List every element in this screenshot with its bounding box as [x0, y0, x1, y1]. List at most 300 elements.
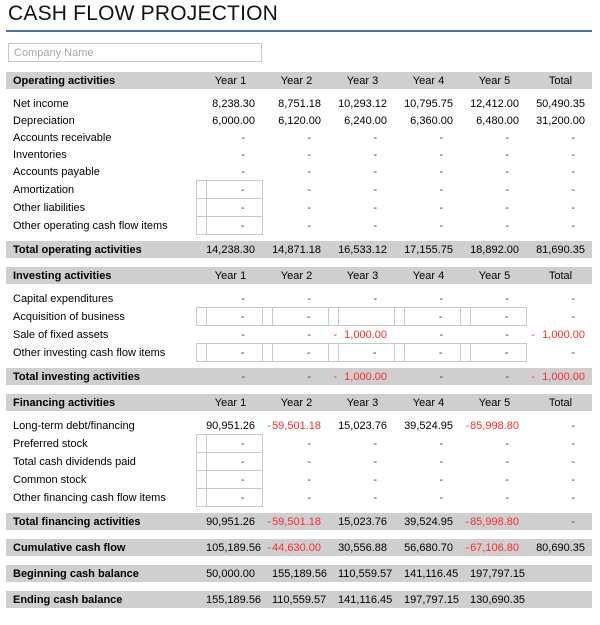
row-investing-3-sign-5[interactable] [526, 344, 536, 362]
row-operating-0-value-4: 12,412.00 [470, 95, 526, 112]
column-header-year-4: Year 4 [404, 267, 460, 284]
row-operating-5-sign-1[interactable] [262, 181, 272, 199]
row-financing-1-sign-3[interactable] [394, 435, 404, 453]
row-financing-0-value-1: 59,501.18 [272, 417, 328, 435]
row-financing-0-value-0: 90,951.26 [206, 417, 262, 435]
row-investing-1-sign-3[interactable] [394, 308, 404, 326]
row-operating-3-sign-2 [328, 146, 338, 163]
total-financing-sign-1: - [262, 513, 272, 530]
row-investing-2-sign-2: - [328, 326, 338, 344]
total-operating-value-0: 14,238.30 [206, 241, 262, 258]
row-financing-3-sign-1[interactable] [262, 471, 272, 489]
row-financing-4-value-1[interactable]: - [272, 489, 328, 507]
row-operating-1-value-4: 6,480.00 [470, 112, 526, 129]
row-financing-3-value-0[interactable]: - [206, 471, 262, 489]
section-header-operating-label: Operating activities [6, 72, 196, 89]
row-financing-0-value-3: 39,524.95 [404, 417, 460, 435]
row-financing-4-label: Other financing cash flow items [6, 489, 196, 507]
section-header-financing-colhead-sign-0 [196, 394, 206, 411]
row-operating-1-sign-4 [460, 112, 470, 129]
row-operating-2-sign-5 [526, 129, 536, 146]
row-investing-0 [6, 290, 592, 308]
row-operating-5-value-1[interactable]: - [272, 181, 328, 199]
total-financing-value-2: 15,023.76 [338, 513, 394, 530]
section-header-investing-colhead-sign-4 [460, 267, 470, 284]
summary-beginning-value-1: 155,189.56 [272, 565, 328, 582]
total-investing-sign-5: - [526, 368, 536, 385]
row-operating-4-value-0: - [206, 163, 262, 181]
column-header-year-1: Year 1 [206, 72, 262, 89]
row-operating-1-value-2: 6,240.00 [338, 112, 394, 129]
row-financing-2-value-2[interactable]: - [338, 453, 394, 471]
row-investing-2-value-4: - [470, 326, 526, 344]
section-header-investing-colhead-sign-5 [526, 267, 536, 284]
total-operating-value-4: 18,892.00 [470, 241, 526, 258]
row-financing-3-sign-3[interactable] [394, 471, 404, 489]
row-operating-6-label: Other liabilities [6, 199, 196, 217]
row-financing-0-sign-5 [526, 417, 536, 435]
row-investing-1-value-3[interactable]: - [404, 308, 460, 326]
row-financing-1-sign-1[interactable] [262, 435, 272, 453]
row-operating-3-sign-3 [394, 146, 404, 163]
row-investing-2-label: Sale of fixed assets [6, 326, 196, 344]
section-spacer [6, 258, 592, 267]
row-investing-0-value-4: - [470, 290, 526, 308]
row-operating-6-sign-5[interactable] [526, 199, 536, 217]
row-investing-2-value-5: 1,000.00 [536, 326, 592, 344]
summary-cumulative-sign-0 [196, 539, 206, 556]
total-financing-value-3: 39,524.95 [404, 513, 460, 530]
row-investing-1-sign-1[interactable] [262, 308, 272, 326]
summary-cumulative-value-3: 56,680.70 [404, 539, 460, 556]
summary-beginning-sign-1 [262, 565, 272, 582]
section-header-financing-colhead-sign-3 [394, 394, 404, 411]
row-operating-7-value-4[interactable]: - [470, 217, 526, 235]
section-header-investing-colhead-sign-3 [394, 267, 404, 284]
summary-ending-value-3: 197,797.15 [404, 591, 460, 608]
row-financing-4-value-3[interactable]: - [404, 489, 460, 507]
row-operating-4-sign-4 [460, 163, 470, 181]
summary-ending-sign-4 [460, 591, 470, 608]
row-investing-1-value-5[interactable]: - [536, 308, 592, 326]
section-header-financing [6, 394, 592, 411]
row-operating-6-sign-1[interactable] [262, 199, 272, 217]
row-operating-5-value-0[interactable]: - [206, 181, 262, 199]
total-financing-value-1: 59,501.18 [272, 513, 328, 530]
row-operating-5-value-3[interactable]: - [404, 181, 460, 199]
row-investing-3-value-2[interactable]: - [338, 344, 394, 362]
total-financing-sign-3 [394, 513, 404, 530]
row-financing-0-sign-1: - [262, 417, 272, 435]
total-operating-value-2: 16,533.12 [338, 241, 394, 258]
row-investing-0-value-2: - [338, 290, 394, 308]
row-operating-3-sign-1 [262, 146, 272, 163]
row-financing-0-sign-0 [196, 417, 206, 435]
summary-beginning-value-0: 50,000.00 [206, 565, 262, 582]
row-financing-3-sign-0[interactable] [196, 471, 206, 489]
row-investing-0-sign-4 [460, 290, 470, 308]
row-financing-0-value-2: 15,023.76 [338, 417, 394, 435]
total-investing-value-5: 1,000.00 [536, 368, 592, 385]
row-financing-4 [6, 489, 592, 507]
row-financing-2-sign-0[interactable] [196, 453, 206, 471]
row-operating-0-value-1: 8,751.18 [272, 95, 328, 112]
row-financing-1-value-2[interactable]: - [338, 435, 394, 453]
summary-cumulative-value-1: 44,630.00 [272, 539, 328, 556]
row-investing-0-label: Capital expenditures [6, 290, 196, 308]
row-operating-7 [6, 217, 592, 235]
summary-ending-sign-0 [196, 591, 206, 608]
row-investing-3-sign-4[interactable] [460, 344, 470, 362]
page-title: CASH FLOW PROJECTION [8, 2, 279, 25]
section-header-investing-colhead-sign-1 [262, 267, 272, 284]
row-financing-1-value-5[interactable]: - [536, 435, 592, 453]
row-operating-0-label: Net income [6, 95, 196, 112]
total-operating [6, 241, 592, 258]
column-header-year-1: Year 1 [206, 267, 262, 284]
total-financing-value-0: 90,951.26 [206, 513, 262, 530]
row-financing-2-sign-3[interactable] [394, 453, 404, 471]
row-investing-1-sign-5[interactable] [526, 308, 536, 326]
total-operating-sign-5 [526, 241, 536, 258]
row-operating-2-value-0: - [206, 129, 262, 146]
row-operating-5-sign-0[interactable] [196, 181, 206, 199]
row-operating-3-sign-5 [526, 146, 536, 163]
row-financing-2-sign-4[interactable] [460, 453, 470, 471]
row-investing-2-value-3: - [404, 326, 460, 344]
row-financing-4-sign-0[interactable] [196, 489, 206, 507]
section-header-operating [6, 72, 592, 89]
row-investing-0-value-3: - [404, 290, 460, 308]
total-financing-sign-4: - [460, 513, 470, 530]
row-investing-3-sign-0[interactable] [196, 344, 206, 362]
row-financing-2-value-1[interactable]: - [272, 453, 328, 471]
row-operating-4 [6, 163, 592, 181]
row-operating-5-value-5[interactable]: - [536, 181, 592, 199]
summary-ending-value-4: 130,690.35 [470, 591, 526, 608]
row-operating-1 [6, 112, 592, 129]
row-operating-4-sign-2 [328, 163, 338, 181]
row-operating-6 [6, 199, 592, 217]
row-investing-3-value-4[interactable]: - [470, 344, 526, 362]
row-financing-1 [6, 435, 592, 453]
section-header-operating-colhead-sign-0 [196, 72, 206, 89]
row-operating-7-sign-2[interactable] [328, 217, 338, 235]
row-financing-1-value-3[interactable]: - [404, 435, 460, 453]
column-header-year-2: Year 2 [272, 394, 328, 411]
row-financing-1-sign-2[interactable] [328, 435, 338, 453]
row-financing-3 [6, 471, 592, 489]
column-header-total: Total [536, 267, 592, 284]
row-financing-1-value-0[interactable]: - [206, 435, 262, 453]
section-header-operating-colhead-sign-2 [328, 72, 338, 89]
row-investing-3-sign-1[interactable] [262, 344, 272, 362]
row-investing-3-value-0[interactable]: - [206, 344, 262, 362]
total-investing-value-1: - [272, 368, 328, 385]
summary-cumulative-sign-4: - [460, 539, 470, 556]
row-financing-0-value-5: - [536, 417, 592, 435]
row-operating-7-sign-3[interactable] [394, 217, 404, 235]
row-operating-6-value-1[interactable]: - [272, 199, 328, 217]
section-header-investing [6, 267, 592, 284]
row-operating-4-value-3: - [404, 163, 460, 181]
total-operating-value-5: 81,690.35 [536, 241, 592, 258]
row-investing-3-sign-2[interactable] [328, 344, 338, 362]
section-header-investing-colhead-sign-0 [196, 267, 206, 284]
section-header-operating-colhead-sign-3 [394, 72, 404, 89]
total-financing-value-4: 85,998.80 [470, 513, 526, 530]
row-operating-2-sign-2 [328, 129, 338, 146]
row-operating-7-sign-0[interactable] [196, 217, 206, 235]
summary-beginning-value-2: 110,559.57 [338, 565, 394, 582]
title-divider [6, 30, 592, 32]
row-operating-4-sign-3 [394, 163, 404, 181]
row-investing-1-sign-0[interactable] [196, 308, 206, 326]
row-operating-1-sign-3 [394, 112, 404, 129]
row-financing-3-sign-4[interactable] [460, 471, 470, 489]
row-financing-2-label: Total cash dividends paid [6, 453, 196, 471]
row-investing-2-sign-1 [262, 326, 272, 344]
row-operating-2-value-3: - [404, 129, 460, 146]
summary-cumulative-value-0: 105,189.56 [206, 539, 262, 556]
row-operating-0-value-3: 10,795.75 [404, 95, 460, 112]
row-operating-5-value-4[interactable]: - [470, 181, 526, 199]
row-operating-6-value-4[interactable]: - [470, 199, 526, 217]
total-financing-sign-0 [196, 513, 206, 530]
row-investing-3 [6, 344, 592, 362]
row-operating-4-sign-5 [526, 163, 536, 181]
total-investing-sign-4 [460, 368, 470, 385]
row-operating-7-sign-4[interactable] [460, 217, 470, 235]
row-investing-1-value-2[interactable] [338, 308, 394, 326]
row-operating-5-sign-2[interactable] [328, 181, 338, 199]
row-operating-0-sign-5 [526, 95, 536, 112]
row-financing-4-sign-3[interactable] [394, 489, 404, 507]
row-operating-6-value-3[interactable]: - [404, 199, 460, 217]
total-operating-sign-2 [328, 241, 338, 258]
row-operating-5-sign-5[interactable] [526, 181, 536, 199]
row-financing-1-sign-0[interactable] [196, 435, 206, 453]
company-name-input[interactable] [8, 43, 262, 62]
row-operating-0-value-5: 50,490.35 [536, 95, 592, 112]
row-financing-0-sign-2 [328, 417, 338, 435]
summary-beginning-sign-0 [196, 565, 206, 582]
row-financing-0-sign-3 [394, 417, 404, 435]
row-financing-1-value-4[interactable]: - [470, 435, 526, 453]
row-financing-4-value-0[interactable]: - [206, 489, 262, 507]
row-financing-3-sign-2[interactable] [328, 471, 338, 489]
summary-spacer [6, 556, 592, 565]
total-investing-value-4: - [470, 368, 526, 385]
total-financing [6, 513, 592, 530]
row-operating-4-value-1: - [272, 163, 328, 181]
spacer-cell [6, 258, 592, 267]
row-operating-1-value-3: 6,360.00 [404, 112, 460, 129]
row-operating-3-value-1: - [272, 146, 328, 163]
row-operating-1-sign-5 [526, 112, 536, 129]
summary-beginning-sign-3 [394, 565, 404, 582]
summary-cumulative-sign-1: - [262, 539, 272, 556]
row-operating-7-sign-5[interactable] [526, 217, 536, 235]
row-financing-4-sign-2[interactable] [328, 489, 338, 507]
row-investing-2-sign-4 [460, 326, 470, 344]
row-operating-6-sign-2[interactable] [328, 199, 338, 217]
row-financing-0 [6, 417, 592, 435]
summary-spacer [6, 582, 592, 591]
summary-ending-value-1: 110,559.57 [272, 591, 328, 608]
row-financing-2-value-5[interactable]: - [536, 453, 592, 471]
row-financing-3-label: Common stock [6, 471, 196, 489]
row-financing-0-value-4: 85,998.80 [470, 417, 526, 435]
row-financing-3-value-5[interactable]: - [536, 471, 592, 489]
row-operating-7-value-0[interactable]: - [206, 217, 262, 235]
row-financing-3-value-2[interactable]: - [338, 471, 394, 489]
row-operating-2-value-5: - [536, 129, 592, 146]
row-operating-0-value-0: 8,238.30 [206, 95, 262, 112]
row-operating-5-sign-3[interactable] [394, 181, 404, 199]
row-operating-6-sign-3[interactable] [394, 199, 404, 217]
row-operating-0-sign-2 [328, 95, 338, 112]
total-investing-label: Total investing activities [6, 368, 196, 385]
row-operating-7-value-1[interactable]: - [272, 217, 328, 235]
row-financing-2-value-0[interactable]: - [206, 453, 262, 471]
row-financing-4-sign-1[interactable] [262, 489, 272, 507]
row-financing-4-sign-5[interactable] [526, 489, 536, 507]
column-header-year-2: Year 2 [272, 72, 328, 89]
row-investing-1-sign-2[interactable] [328, 308, 338, 326]
row-operating-6-value-0[interactable]: - [206, 199, 262, 217]
row-investing-3-value-1[interactable]: - [272, 344, 328, 362]
row-financing-4-value-5[interactable]: - [536, 489, 592, 507]
row-operating-7-value-3[interactable]: - [404, 217, 460, 235]
section-header-operating-colhead-sign-5 [526, 72, 536, 89]
row-operating-2-sign-0 [196, 129, 206, 146]
cash-flow-table [6, 72, 592, 608]
row-operating-3 [6, 146, 592, 163]
row-investing-1-value-1[interactable]: - [272, 308, 328, 326]
row-operating-5 [6, 181, 592, 199]
row-investing-1-label: Acquisition of business [6, 308, 196, 326]
row-operating-5-label: Amortization [6, 181, 196, 199]
summary-cumulative-sign-2 [328, 539, 338, 556]
row-operating-5-sign-4[interactable] [460, 181, 470, 199]
total-financing-sign-5 [526, 513, 536, 530]
summary-spacer [6, 530, 592, 539]
row-investing-1-value-0[interactable]: - [206, 308, 262, 326]
summary-beginning-sign-2 [328, 565, 338, 582]
row-operating-6-value-2[interactable]: - [338, 199, 394, 217]
row-financing-3-value-1[interactable]: - [272, 471, 328, 489]
row-investing-1 [6, 308, 592, 326]
summary-cumulative [6, 539, 592, 556]
column-header-year-4: Year 4 [404, 394, 460, 411]
row-operating-6-sign-0[interactable] [196, 199, 206, 217]
total-financing-value-5: - [536, 513, 592, 530]
row-operating-4-sign-0 [196, 163, 206, 181]
section-header-financing-colhead-sign-5 [526, 394, 536, 411]
row-investing-3-label: Other investing cash flow items [6, 344, 196, 362]
row-financing-2-value-3[interactable]: - [404, 453, 460, 471]
row-operating-4-sign-1 [262, 163, 272, 181]
row-investing-1-sign-4[interactable] [460, 308, 470, 326]
summary-cumulative-sign-3 [394, 539, 404, 556]
row-financing-1-value-1[interactable]: - [272, 435, 328, 453]
column-header-year-2: Year 2 [272, 267, 328, 284]
row-financing-1-sign-5[interactable] [526, 435, 536, 453]
row-financing-2-sign-5[interactable] [526, 453, 536, 471]
row-operating-7-value-2[interactable]: - [338, 217, 394, 235]
row-operating-1-sign-0 [196, 112, 206, 129]
row-operating-7-label: Other operating cash flow items [6, 217, 196, 235]
row-financing-2-value-4[interactable]: - [470, 453, 526, 471]
row-financing-3-sign-5[interactable] [526, 471, 536, 489]
row-investing-3-value-3[interactable]: - [404, 344, 460, 362]
summary-beginning-value-3: 141,116.45 [404, 565, 460, 582]
row-operating-1-value-1: 6,120.00 [272, 112, 328, 129]
row-operating-0-sign-1 [262, 95, 272, 112]
summary-cumulative-value-5: 80,690.35 [536, 539, 592, 556]
row-operating-6-sign-4[interactable] [460, 199, 470, 217]
row-financing-3-value-4[interactable]: - [470, 471, 526, 489]
row-investing-3-sign-3[interactable] [394, 344, 404, 362]
row-investing-3-value-5[interactable]: - [536, 344, 592, 362]
row-operating-3-value-4: - [470, 146, 526, 163]
section-spacer [6, 385, 592, 394]
summary-cumulative-label: Cumulative cash flow [6, 539, 196, 556]
row-financing-3-value-3[interactable]: - [404, 471, 460, 489]
row-operating-1-sign-2 [328, 112, 338, 129]
row-financing-0-label: Long-term debt/financing [6, 417, 196, 435]
summary-cumulative-value-2: 30,556.88 [338, 539, 394, 556]
section-header-financing-colhead-sign-4 [460, 394, 470, 411]
section-header-financing-colhead-sign-2 [328, 394, 338, 411]
row-operating-3-sign-0 [196, 146, 206, 163]
row-financing-4-value-2[interactable]: - [338, 489, 394, 507]
row-operating-7-sign-1[interactable] [262, 217, 272, 235]
summary-beginning-label: Beginning cash balance [6, 565, 196, 582]
total-investing-value-0: - [206, 368, 262, 385]
row-operating-7-value-5[interactable]: - [536, 217, 592, 235]
column-header-total: Total [536, 394, 592, 411]
summary-ending-sign-5 [526, 591, 536, 608]
row-financing-2-sign-1[interactable] [262, 453, 272, 471]
summary-ending-sign-3 [394, 591, 404, 608]
row-operating-6-value-5[interactable]: - [536, 199, 592, 217]
row-investing-0-value-5: - [536, 290, 592, 308]
total-investing-value-2: 1,000.00 [338, 368, 394, 385]
row-operating-1-label: Depreciation [6, 112, 196, 129]
row-operating-2-label: Accounts receivable [6, 129, 196, 146]
spacer-cell [6, 582, 592, 591]
row-financing-1-sign-4[interactable] [460, 435, 470, 453]
row-investing-2-sign-5: - [526, 326, 536, 344]
row-financing-2-sign-2[interactable] [328, 453, 338, 471]
row-operating-2-sign-3 [394, 129, 404, 146]
total-operating-label: Total operating activities [6, 241, 196, 258]
row-investing-2-value-2: 1,000.00 [338, 326, 394, 344]
column-header-year-5: Year 5 [470, 267, 526, 284]
total-operating-sign-4 [460, 241, 470, 258]
row-financing-0-sign-4: - [460, 417, 470, 435]
row-financing-4-sign-4[interactable] [460, 489, 470, 507]
row-investing-2-sign-0 [196, 326, 206, 344]
row-financing-1-label: Preferred stock [6, 435, 196, 453]
section-header-operating-colhead-sign-1 [262, 72, 272, 89]
row-operating-4-value-5: - [536, 163, 592, 181]
row-investing-1-value-4[interactable]: - [470, 308, 526, 326]
row-financing-4-value-4[interactable]: - [470, 489, 526, 507]
row-operating-5-value-2[interactable]: - [338, 181, 394, 199]
